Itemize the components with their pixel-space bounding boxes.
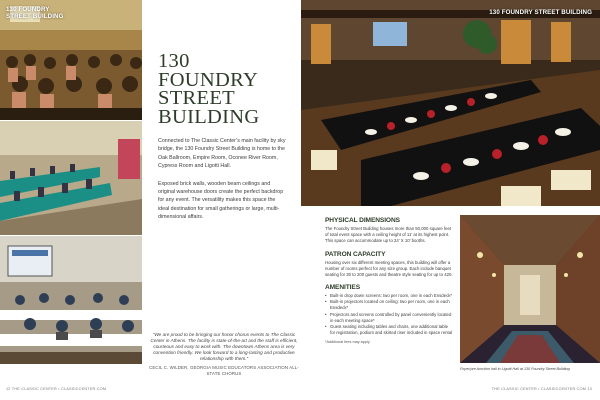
title-line: BUILDING [158,105,260,128]
amenities-list [325,293,453,336]
physical-dimensions-heading: PHYSICAL DIMENSIONS [325,217,400,224]
patron-capacity-section [325,251,453,279]
physical-dimensions-section [325,217,453,245]
patron-capacity-text: Housing over six different meeting spaces, this building will offer a number of rooms perfect for any size group. Each include banquet seating for 30 to 200 guests and theatre style seating for up to 420. [325,259,453,278]
amenity-item: • Built-in drop down screens: two per room, one in each Ensdeck* [325,293,453,299]
amenity-item: • Guest seating including tables and chairs, one additional table for registration, podium and skirted riser included in space rental [325,324,453,336]
hallway-photo [460,215,600,363]
title-line: STREET [158,87,235,109]
amenities-section [325,284,453,345]
title-line: 130 [158,50,190,72]
hallway-caption: Foyer/pre-function hall in Ligotti Hall at 130 Foundry Street Building [460,367,570,371]
testimonial-quote: “We are proud to be bringing our honor chorus events to The Classic Center in Athens. The facility is state-of-the-art and the staff is efficient, courteous and easy to work with. The downtown Athens area is very convention friendly. We look forward to a long-lasting and productive relationship with them.” [150,332,298,361]
amenity-item: • Projectors and screens controlled by panel conveniently located in each meeting space* [325,312,453,324]
folio-right: THE CLASSIC CENTER • CLASSICCENTER.COM 13 [491,387,592,391]
section-tag-left: 130 FOUNDRY STREET BUILDING [6,6,64,20]
page-title [158,52,288,126]
intro-paragraph-2: Exposed brick walls, wooden beam ceilings and original warehouse doors create the perfect backdrop for any event. The versatility makes this space the ideal destination for small gatherings or large, multi-dimensional affairs. [158,180,284,221]
title-line: FOUNDRY [158,68,259,91]
info-column [325,217,453,351]
fees-footnote: *Additional fees may apply [325,339,370,344]
laptop-meeting-photo [0,236,142,364]
ballroom-banquet-photo [301,0,600,206]
testimonial-attribution: CECIL C. WILDER, GEORGIA MUSIC EDUCATORS ASSOCIATION ALL-STATE CHORUS [149,365,299,376]
amenities-heading: AMENITIES [325,284,361,292]
amenity-item: • Built-in projectors located on ceiling: two per room, one in each Ensdeck* [325,299,453,311]
folio-left: 12 THE CLASSIC CENTER • CLASSICCENTER.COM [6,387,107,391]
intro-column [158,52,288,222]
patron-capacity-heading: PATRON CAPACITY [325,250,386,258]
classroom-setup-photo [0,121,142,235]
physical-dimensions-text: The Foundry Street Building houses more than 50,000 square feet of total event space with a ceiling height of 11’ at its highest point. This space can accommodate up to 24’ X 10’ booths. [325,226,452,244]
intro-paragraph-1: Connected to The Classic Center’s main facility by sky bridge, the 130 Foundry Street Building is home to the Oak Ballroom, Empire Room, Oconee River Room, Cypress Room and Ligotti Hall. [158,138,286,170]
section-tag-right: 130 FOUNDRY STREET BUILDING [489,9,592,16]
